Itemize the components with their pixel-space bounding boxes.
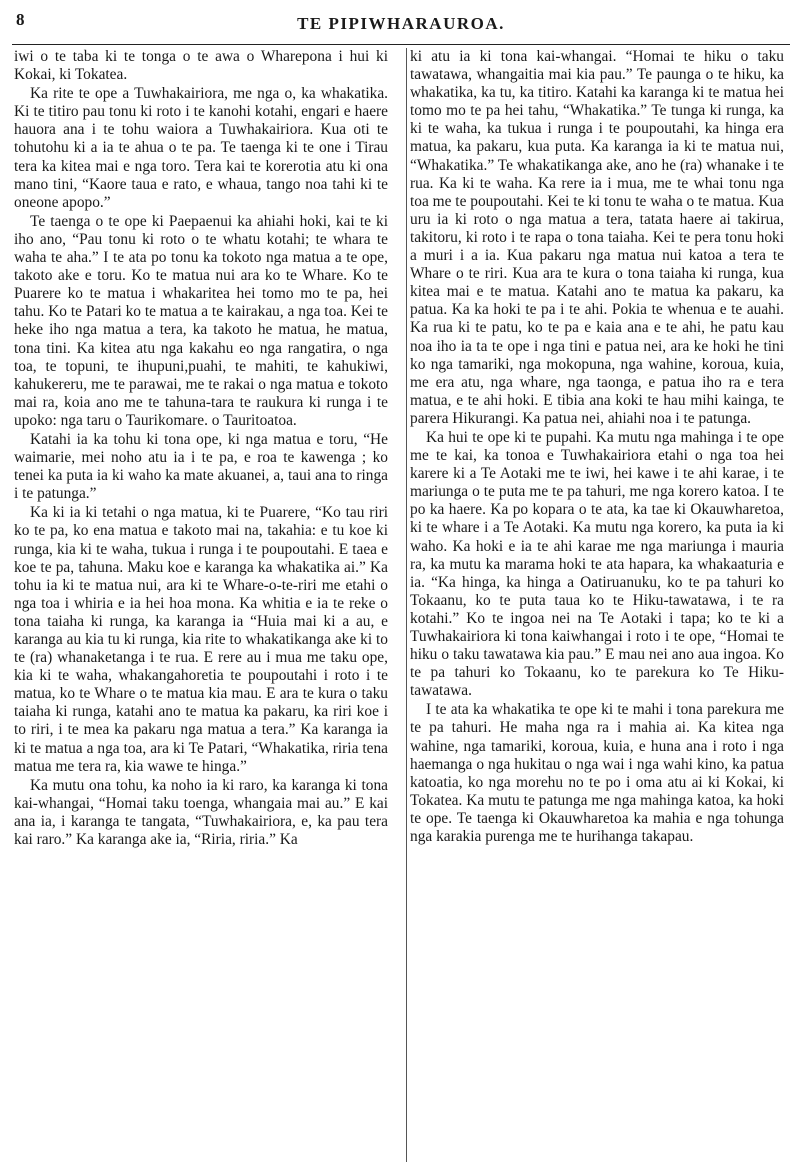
paragraph: iwi o te taba ki te tonga o te awa o Wharepona i hui ki Kokai, ki Tokatea. xyxy=(14,48,388,84)
page-number: 8 xyxy=(16,10,25,29)
paragraph: Katahi ia ka tohu ki tona ope, ki nga matua e toru, “He waimarie, mei noho atu ia i te pa, e roa te kawenga ; ko tenei ka puta ia ki waho ka mate akuanei, a, taui ana to ringa i te patunga.” xyxy=(14,430,388,503)
left-column xyxy=(14,48,388,1164)
text-columns xyxy=(14,48,784,1164)
paragraph: Te taenga o te ope ki Paepaenui ka ahiahi hoki, kai te ki iho ano, “Pau tonu ki roto o te whatu kotahi; te whara te waha te aha.” I te ata po tonu ka tokoto nga matua a te ope, takoto ake e toru. Ko te matua nui ara ko te Whare. Ko te Puarere ko te matua i whakaritea hei tomo mo te pa, hei tahu. Ko te Patari ko te matua a te kairakau, a nga toa. Kei te heke iho nga matua a tera, ka takoto he matua, he matua, tona tini. Ka kitea atu nga kakahu eo nga rangatira, o nga toa, te topuni, te ihupuni,puahi, te mahiti, te kahukiwi, kahukereru, me te parawai, me te rakai o nga matua e tokoto mai ra, koia ano me te tahuna-tara te raukura ki runga i te upoko: nga taru o Taurikomare. o Tauritoatoa. xyxy=(14,212,388,429)
header-rule xyxy=(12,44,790,45)
running-title: TE PIPIWHARAUROA. xyxy=(297,14,505,33)
paragraph: Ka ki ia ki tetahi o nga matua, ki te Puarere, “Ko tau riri ko te pa, ko ena matua e takoto mai na, takahia: e tu koe ki runga, kia ki te waha, tukua i runga i te poupoutahi. E taea e koe te pa, tahuna. Maku koe e karanga ka whakatika ai.” Ka tohu ia ki te matua nui, ara ki te Whare-o-te-riri me etahi o nga toa i whiria e ia hei hoa mona. Ka whitia e ia te reke o tona taiaha ki runga, ka karanga ia “Huia mai ki a au, e karanga au kia tu ki runga, kia rite to whakatikanga ake ki to te (ra) whanaketanga i te rua. E rere au i mua me taku ope, kia ki te waha, whakangahoretia te poupoutahi i roto i te matua, ko te Whare o te matua kia mau. E ara te kura o taku taiaha ki runga, katahi ano te matua ka pakaru, ka riri koe i to riri, i te mea ka pakaru nga matua a tera.” Ka karanga ia ki te matua a nga toa, ara ki Te Patari, “Whakatika, riria tena matua me tera ra, kia wawe te hinga.” xyxy=(14,504,388,775)
right-column xyxy=(410,48,784,1164)
paragraph: Ka rite te ope a Tuwhakairiora, me nga o, ka whakatika. Ki te titiro pau tonu ki roto i te kanohi kotahi, engari e haere hauora ana i te tohu waiora a Tuwhakairiora. Kua oti te tohutohu ki a ia te ahua o te pa. Te taenga ki te one i Tirau tera ka kitea mai e nga toro. Tera kai te korerotia atu ki ona mano tini, “Kaore taua e rato, e whaua, tango noa tahi ki te oneone apopo.” xyxy=(14,85,388,211)
page-header xyxy=(12,6,790,40)
paragraph: Ka hui te ope ki te pupahi. Ka mutu nga mahinga i te ope me te kai, ka tonoa e Tuwhakairiora etahi o nga toa hei karere ki a Te Aotaki me te iwi, hei kawe i te ahi karae, i te mariunga o te puta me te pa tahuri, me nga korero katoa. I te po ka haere. Ka po kopara o te ata, ka tae ki Okauwharetoa, ki te whare i a Te Aotaki. Ka mutu nga korero, ka puta ia ki waho. Ka hoki e ia te ahi karae me nga mariunga i mauria ra, ka mutu ka marama hoki te ata hapara, ka whakaaturia e ia. “Ka hinga, ka hinga a Oatiruanuku, ko te pa tahuri ko Tokaanu, ko te puta taua ko te Hiku-tawatawa, i te ra kotahi.” Ko te ingoa nei na Te Aotaki i tapa; ko te ki a Tuwhakairiora ki tona kaiwhangai i roto i te ope, “Homai te hiku o taku tawatawa kia pau.” E mau nei ano aua ingoa. Ko te pa tahuri ko Tokaanu, ko te parekura ko Te Hiku-tawatawa. xyxy=(410,428,784,700)
paragraph: Ka mutu ona tohu, ka noho ia ki raro, ka karanga ki tona kai-whangai, “Homai taku toenga, whangaia mai au.” E kai ana ia, i karanga te tangata, “Tuwhakairiora, e, ka pau tera kai raro.” Ka karanga ake ia, “Riria, riria.” Ka xyxy=(14,776,388,849)
paragraph: ki atu ia ki tona kai-whangai. “Homai te hiku o taku tawatawa, whangaitia mai kia pau.” Te paunga o te hiku, ka whakatika, ka tu, ka titiro. Katahi ka karanga ki te matua hei tomo mo te pa hei tahu, “Whakatika.” Te tunga ki runga, ka ki te waha, ka tukua i runga i te poupoutahi, ka hinga era matua, ka pakaru, kua puta. Ka karanga ia ki te matua nui, “Whakatika.” Te whakatikanga ake, ano he (ra) whanake i te rua. Ka ki te waha. Ka rere ia i mua, me te whai tonu nga toa me te poupoutahi. Kei te ki tonu te waha o te matua. Kua uru ia ki roto o nga matua a tera, tatata haere ai takirua, takitoru, ki roto i te rapa o tona taiaha. Kei te pera tonu hoki a muri i a ia. Kua pakaru nga matua nui katoa a tera te Whare o te riri. Kua ara te kura o tona taiaha ki runga, kua kitea mai e te matua. Katahi ano te matua ka pakaru, ka patua. Ka ka hoki te pa i te ahi. Pokia te whenua e te auahi. Ka rua ki te patu, ko te pa e kaia ana e te ahi, he patu kau noa iho ia ta te ope i nga tini e patua nei, ara ke hoki he tini ko nga tamariki, nga mokopuna, nga wahine, koroua, kuia, me era atu, nga whare, nga taonga, e patua iho ra e tera matua, e te ahi hoki. E tibia ana koki te hau mihi kainga, te parera Hikurangi. Ka patua nei, ahiahi noa i te patunga. xyxy=(410,48,784,427)
paragraph: I te ata ka whakatika te ope ki te mahi i tona parekura me te pa tahuri. He maha nga ra i mahia ai. Ka kitea nga wahine, nga tamariki, koroua, kuia, e huna ana i roto i nga haemanga o nga hukitau o nga wai i nga wahi kino, ka patua katoatia, ko nga morehu no te po i oma atu ai ki Kokai, ki Tokatea. Ka mutu te patunga me nga mahinga katoa, ka hoki te ope. Te taenga ki Okauwharetoa ka mahia e nga tohunga nga karakia purenga me te hurihanga takapau. xyxy=(410,701,784,846)
